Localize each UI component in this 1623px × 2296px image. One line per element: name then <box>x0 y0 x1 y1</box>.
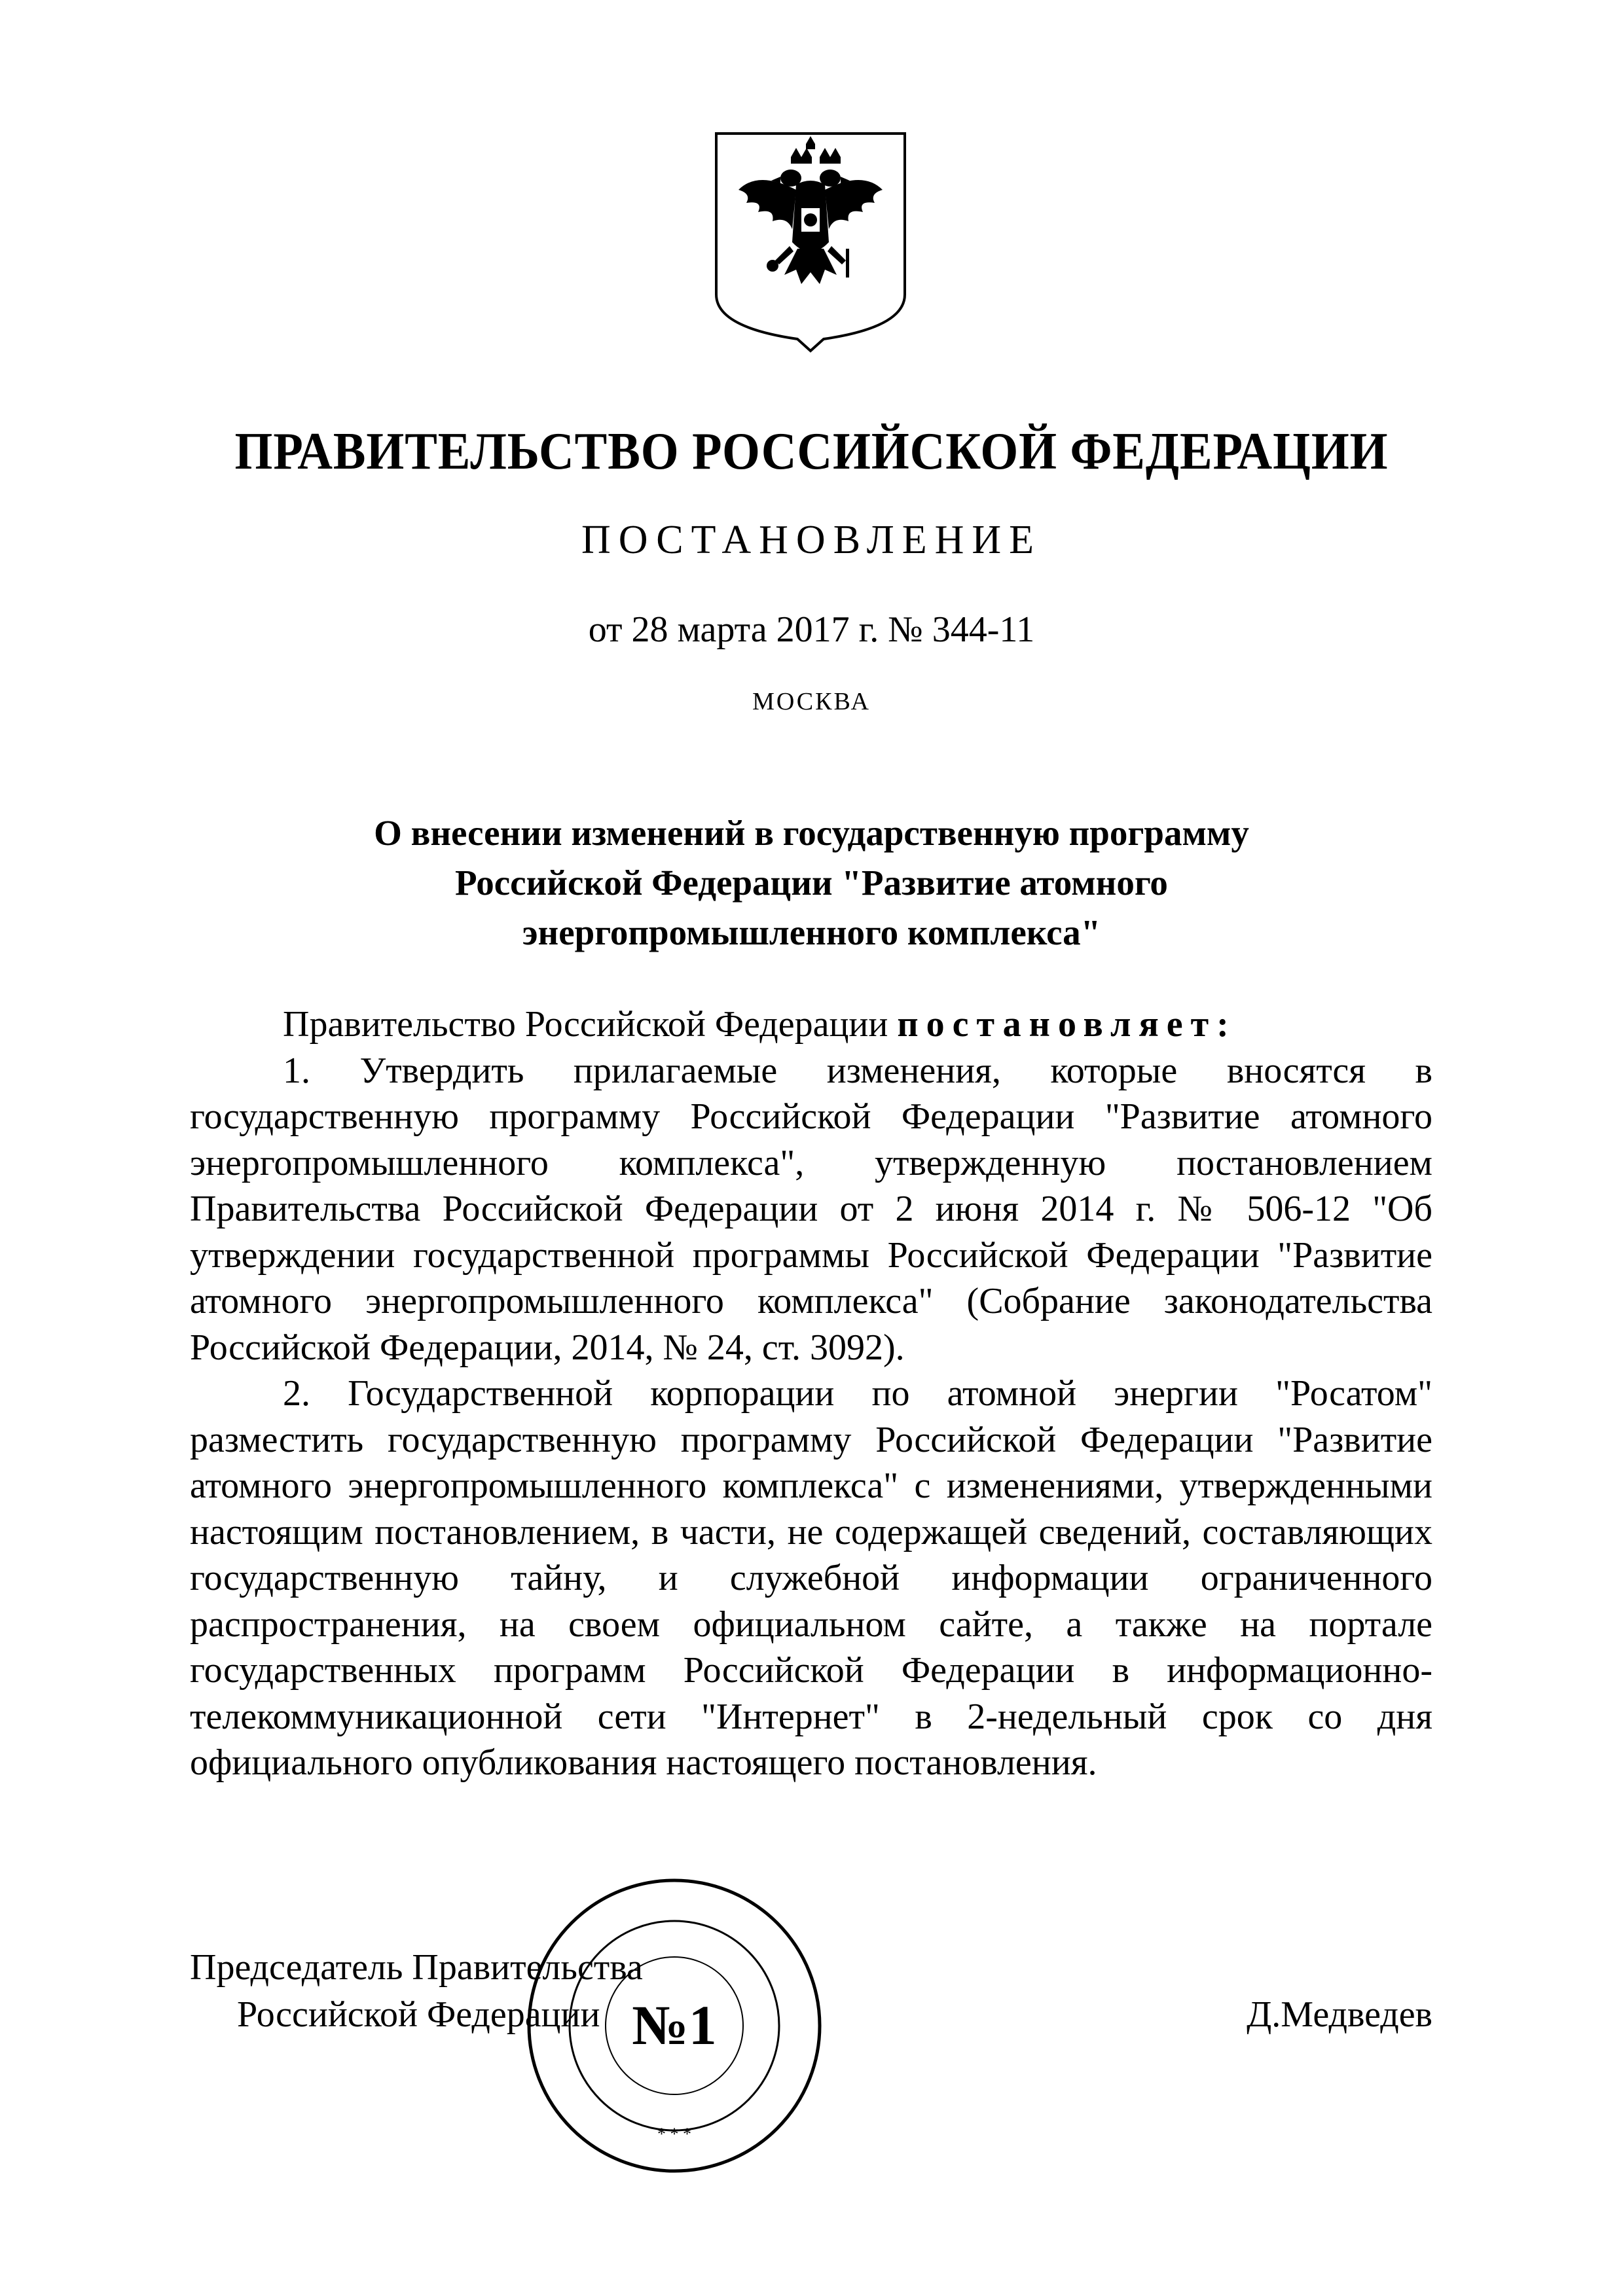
position-line: Председатель Правительства <box>190 1947 643 1988</box>
svg-text:№1: №1 <box>632 1994 717 2056</box>
subject-line: О внесении изменений в государственную программу <box>374 813 1249 853</box>
subject-line: Российской Федерации "Развитие атомного <box>455 863 1168 903</box>
preamble-text: Правительство Российской Федерации <box>283 1004 888 1045</box>
document-subject <box>0 808 1623 958</box>
clause-1: 1. Утвердить прилагаемые изменения, которые вносятся в государственную программу Российской Федерации "Развитие атомного энергопромышленного комплекса", утвержденную постановлением Правительства Российской Федерации от 2 июня 2014 г. № 506-12 "Об утверждении государственной программы Российской Федерации "Развитие атомного энергопромышленного комплекса" (Собрание законодательства Российской Федерации, 2014, № 24, ст. 3092). <box>190 1050 1432 1368</box>
official-seal-stamp <box>524 1875 825 2176</box>
signatory-name: Д.Медведев <box>1247 1994 1432 2035</box>
organization-title: ПРАВИТЕЛЬСТВО РОССИЙСКОЙ ФЕДЕРАЦИИ <box>234 423 1389 480</box>
document-body <box>190 1001 1432 1786</box>
preamble <box>190 1001 1432 1048</box>
position-line: Российской Федерации <box>237 1994 600 2035</box>
document-date-number: от 28 марта 2017 г. № 344-11 <box>588 609 1035 650</box>
clause-2: 2. Государственной корпорации по атомной энергии "Росатом" разместить государственную программу Российской Федерации "Развитие атомного энергопромышленного комплекса" с изменениями, утвержденными настоящим постановлением, в части, не содержащей сведений, составляющих государственную тайну, и служебной информации ограниченного распространения, на своем официальном сайте, а также на портале государственных программ Российской Федерации в информационно-телекоммуникационной сети "Интернет" в 2-недельный срок со дня официального опубликования настоящего постановления. <box>190 1373 1432 1783</box>
svg-text:* * *: * * * <box>657 2125 691 2144</box>
document-type: ПОСТАНОВЛЕНИЕ <box>581 518 1042 562</box>
subject-line: энергопромышленного комплекса" <box>522 912 1101 952</box>
preamble-verb: постановляет: <box>897 1004 1237 1045</box>
coat-of-arms-icon <box>712 131 909 353</box>
document-city: МОСКВА <box>752 688 871 715</box>
